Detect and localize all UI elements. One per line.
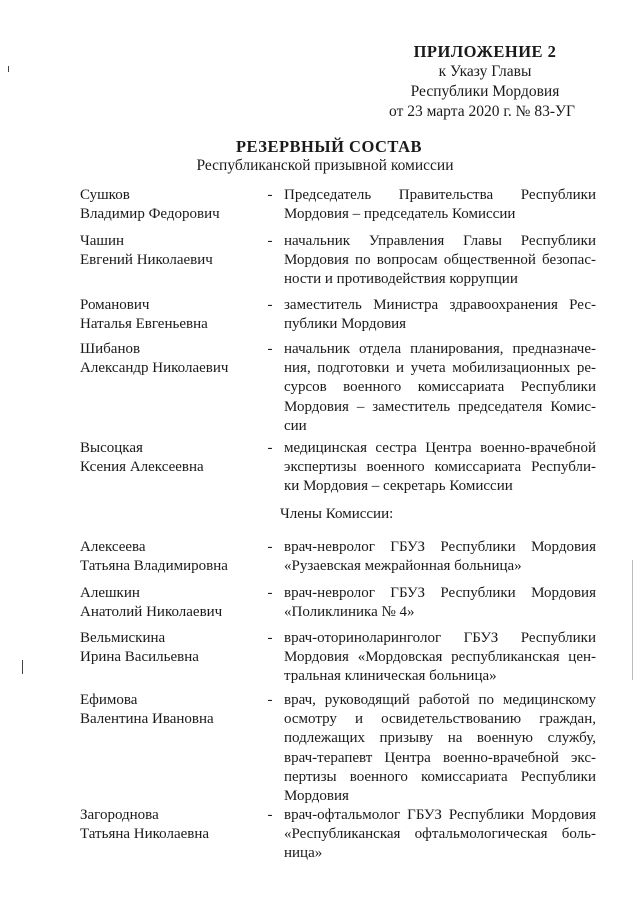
person-surname: Высоцкая [80, 440, 143, 456]
person-name [80, 691, 265, 729]
role-line: заместитель Министра здравоохранения Рес- [284, 297, 596, 313]
role-line: пертизы военного комиссариата Республики [284, 768, 596, 785]
person-role [284, 691, 596, 806]
role-line: публики Мордовия [284, 316, 407, 333]
role-line: Мордовия [284, 788, 349, 805]
person-surname: Загороднова [80, 807, 159, 823]
person-name [80, 439, 265, 477]
appendix-line-1: к Указу Главы [438, 63, 532, 80]
role-line: сии [284, 417, 307, 434]
appendix-title: ПРИЛОЖЕНИЕ 2 [413, 42, 557, 61]
appendix-date: от 23 марта 2020 г. № 83-УГ [389, 103, 575, 120]
person-given-names: Владимир Федорович [80, 206, 220, 223]
role-line: Мордовия по вопросам общественной безопас- [284, 252, 596, 269]
person-given-names: Александр Николаевич [80, 360, 229, 377]
role-line: подлежащих призыву на военную службу, [284, 730, 596, 747]
role-line: врач-невролог ГБУЗ Республики Мордовия [284, 585, 596, 601]
person-surname: Алексеева [80, 539, 146, 555]
person-name [80, 584, 265, 622]
entry-dash: - [267, 807, 273, 823]
members-heading: Члены Комиссии: [280, 506, 394, 522]
role-line: ности и противодействия коррупции [284, 271, 518, 288]
role-line: Мордовия «Мордовская республиканская цен- [284, 649, 596, 666]
person-role [284, 629, 596, 687]
person-surname: Сушков [80, 187, 130, 203]
person-given-names: Ксения Алексеевна [80, 459, 204, 476]
entry-dash: - [267, 539, 273, 555]
person-given-names: Татьяна Николаевна [80, 826, 210, 843]
document-title: РЕЗЕРВНЫЙ СОСТАВ [235, 137, 423, 156]
person-name [80, 232, 265, 270]
entry-dash: - [267, 440, 273, 456]
document-heading [0, 137, 640, 175]
entry-dash: - [267, 187, 273, 203]
entry-dash: - [267, 341, 273, 357]
person-surname: Романович [80, 297, 150, 313]
appendix-line-2: Республики Мордовия [410, 83, 560, 100]
role-line: ница» [284, 845, 323, 862]
person-given-names: Валентина Ивановна [80, 711, 214, 728]
role-line: врач-оториноларинголог ГБУЗ Республики [284, 630, 596, 646]
document-subtitle: Республиканской призывной комиссии [196, 157, 454, 174]
role-line: медицинская сестра Центра военно-врачебной [284, 440, 596, 456]
role-line: «Республиканская офтальмологическая боль- [284, 826, 596, 843]
role-line: ния, подготовки и учета мобилизационных ре- [284, 360, 596, 377]
person-surname: Алешкин [80, 585, 140, 601]
role-line: тральная клиническая больница» [284, 668, 497, 685]
person-role [284, 232, 596, 290]
person-role [284, 439, 596, 497]
person-name [80, 186, 265, 224]
person-given-names: Ирина Васильевна [80, 649, 199, 666]
person-role [284, 186, 596, 224]
entry-dash: - [267, 692, 273, 708]
entry-dash: - [267, 630, 273, 646]
appendix-block [380, 42, 590, 122]
person-name [80, 538, 265, 576]
role-line: врач-невролог ГБУЗ Республики Мордовия [284, 539, 596, 555]
scan-mark-right-edge [632, 560, 633, 680]
role-line: «Поликлиника № 4» [284, 604, 415, 621]
role-line: сурсов военного комиссариата Республики [284, 379, 596, 396]
person-given-names: Наталья Евгеньевна [80, 316, 208, 333]
entry-dash: - [267, 585, 273, 601]
scan-mark-left-mid [22, 660, 23, 674]
scan-mark-left-top [8, 66, 9, 72]
person-surname: Чашин [80, 233, 125, 249]
person-role [284, 340, 596, 436]
role-line: начальник Управления Главы Республики [284, 233, 596, 249]
role-line: врач, руководящий работой по медицинскому [284, 692, 596, 708]
person-given-names: Татьяна Владимировна [80, 558, 228, 575]
person-surname: Шибанов [80, 341, 141, 357]
role-line: Мордовия – председатель Комиссии [284, 206, 516, 223]
role-line: врач-терапевт Центра военно-врачебной экс- [284, 749, 596, 766]
role-line: экспертизы военного комиссариата Республи- [284, 459, 596, 476]
person-name [80, 629, 265, 667]
person-surname: Ефимова [80, 692, 138, 708]
role-line: «Рузаевская межрайонная больница» [284, 558, 522, 575]
person-given-names: Анатолий Николаевич [80, 604, 223, 621]
person-name [80, 340, 265, 378]
person-role [284, 296, 596, 334]
role-line: Председатель Правительства Республики [284, 187, 596, 203]
role-line: ки Мордовия – секретарь Комиссии [284, 478, 513, 495]
person-role [284, 806, 596, 864]
role-line: начальник отдела планирования, предназначе- [284, 341, 596, 357]
person-name [80, 296, 265, 334]
entry-dash: - [267, 233, 273, 249]
person-name [80, 806, 265, 844]
role-line: Мордовия – заместитель председателя Комис- [284, 398, 596, 415]
person-given-names: Евгений Николаевич [80, 252, 213, 269]
role-line: осмотру и освидетельствованию граждан, [284, 711, 596, 728]
person-role [284, 538, 596, 576]
role-line: врач-офтальмолог ГБУЗ Республики Мордовия [284, 807, 596, 823]
person-role [284, 584, 596, 622]
person-surname: Вельмискина [80, 630, 166, 646]
entry-dash: - [267, 297, 273, 313]
